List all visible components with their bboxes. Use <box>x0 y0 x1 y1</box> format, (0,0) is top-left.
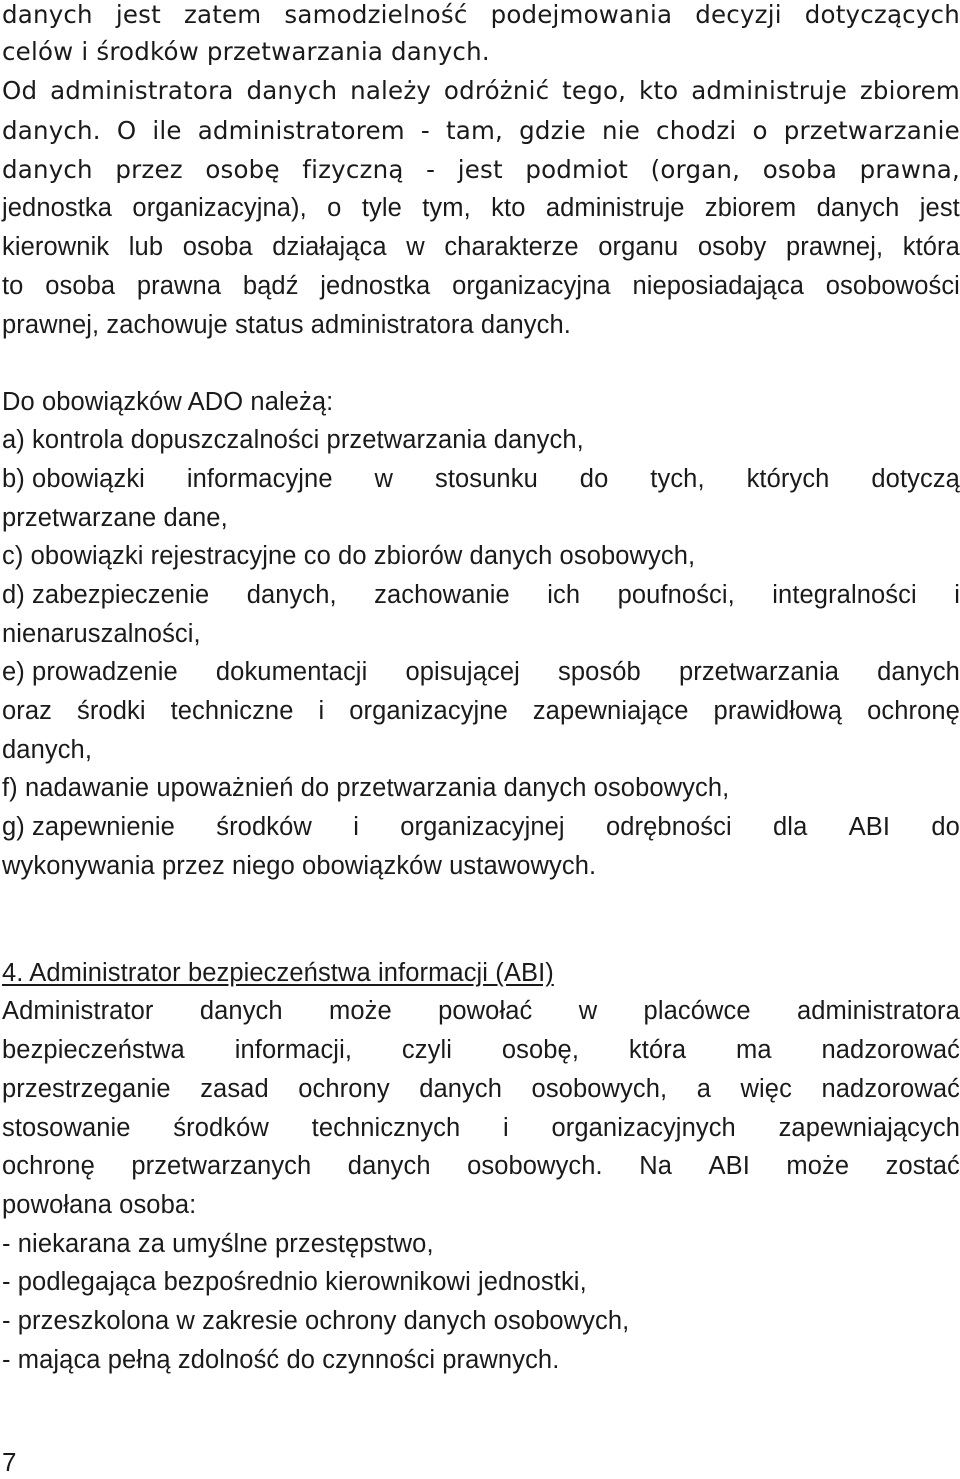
word: kto <box>638 76 679 105</box>
word: nie <box>601 116 640 145</box>
word: zasad <box>200 1075 269 1103</box>
word: opisującej <box>405 658 520 686</box>
word: danych <box>419 1075 503 1103</box>
word: w <box>578 997 598 1025</box>
word: organizacyjne <box>349 697 508 725</box>
word: osobę <box>205 155 280 184</box>
word: danych <box>2 0 93 29</box>
section4-line-3 <box>2 1074 960 1104</box>
word: może <box>329 997 392 1025</box>
word: ma <box>735 1036 772 1064</box>
word: dotyczą <box>871 465 960 493</box>
word: tam, <box>445 116 504 145</box>
word: powołać <box>438 997 533 1025</box>
word: osobowości <box>825 272 960 300</box>
word: ochronę <box>867 697 960 725</box>
word: do <box>931 813 960 841</box>
word: odróżnić <box>443 76 550 105</box>
word: gdzie <box>519 116 586 145</box>
word: która <box>902 233 960 261</box>
section4-line-1 <box>2 996 960 1026</box>
word: środków <box>216 813 312 841</box>
section-heading-text: 4. Administrator bezpieczeństwa informacji (ABI) <box>2 959 554 987</box>
word: fizyczną <box>302 155 404 184</box>
word: danych <box>2 155 93 184</box>
section4-line-2 <box>2 1035 960 1065</box>
duty-c: c) obowiązki rejestracyjne co do zbiorów danych osobowych, <box>2 542 696 570</box>
word: osobę, <box>501 1036 580 1064</box>
word: organizacyjna), <box>132 194 307 222</box>
word: może <box>786 1152 850 1180</box>
word: d) zabezpieczenie <box>2 581 210 609</box>
duty-a: a) kontrola dopuszczalności przetwarzania danych, <box>2 426 584 454</box>
para1-line-1 <box>2 0 960 30</box>
word: osoba <box>182 233 253 261</box>
word: jest <box>115 0 161 29</box>
word: zbiorem <box>704 194 797 222</box>
para1-line-5 <box>2 155 960 185</box>
word: o <box>752 116 768 145</box>
para1-line-3 <box>2 76 960 106</box>
duty-d-line-1 <box>2 580 960 610</box>
word: osoba <box>762 155 838 184</box>
word: środki <box>76 697 146 725</box>
word: a <box>696 1075 712 1103</box>
duties-intro: Do obowiązków ADO należą: <box>2 388 334 416</box>
word: przetwarzania <box>678 658 839 686</box>
word: samodzielność <box>284 0 468 29</box>
word: poufności, <box>617 581 735 609</box>
word: bezpieczeństwa <box>2 1036 185 1064</box>
word: i <box>503 1114 509 1142</box>
word: osoby <box>697 233 767 261</box>
word: O <box>116 116 137 145</box>
word: charakterze <box>444 233 579 261</box>
duty-b-line-2: przetwarzane dane, <box>2 504 228 532</box>
word: jednostka <box>320 272 431 300</box>
word: administruje <box>545 194 685 222</box>
para1-line-2: celów i środków przetwarzania danych. <box>2 37 490 66</box>
word: zapewniających <box>778 1114 960 1142</box>
word: zapewniające <box>532 697 689 725</box>
word: zachowanie <box>374 581 510 609</box>
word: prawidłową <box>713 697 843 725</box>
word: odrębności <box>605 813 732 841</box>
list-item: - mająca pełną zdolność do czynności prawnych. <box>2 1346 560 1374</box>
word: nadzorować <box>821 1036 960 1064</box>
word: to <box>2 272 24 300</box>
word: stosowanie <box>2 1114 131 1142</box>
word: zbiorem <box>859 76 960 105</box>
duty-e-line-1 <box>2 657 960 687</box>
word: e) prowadzenie <box>2 658 178 686</box>
list-item: - przeszkolona w zakresie ochrony danych osobowych, <box>2 1307 630 1335</box>
word: placówce <box>643 997 751 1025</box>
duty-b-line-1 <box>2 464 960 494</box>
list-item: - podlegająca bezpośrednio kierownikowi jednostki, <box>2 1268 587 1296</box>
para1-line-9: prawnej, zachowuje status administratora danych. <box>2 311 571 339</box>
word: należy <box>350 76 432 105</box>
word: danych <box>816 194 900 222</box>
word: Administrator <box>2 997 154 1025</box>
para1-line-7 <box>2 232 960 262</box>
word: technicznych <box>311 1114 461 1142</box>
word: danych. <box>2 116 101 145</box>
word: więc <box>740 1075 792 1103</box>
word: w <box>374 465 394 493</box>
word: administratora <box>796 997 960 1025</box>
page-number: 7 <box>2 1447 17 1477</box>
duty-d-line-2: nienaruszalności, <box>2 620 201 648</box>
word: jest <box>457 155 503 184</box>
word: informacji, <box>234 1036 353 1064</box>
word: b) obowiązki <box>2 465 145 493</box>
word: oraz <box>2 697 53 725</box>
word: działająca <box>272 233 387 261</box>
word: informacyjne <box>186 465 333 493</box>
word: danych <box>877 658 960 686</box>
word: administruje <box>691 76 848 105</box>
word: jednostka <box>2 194 113 222</box>
word: - <box>426 155 436 184</box>
word: organu <box>598 233 679 261</box>
word: podmiot <box>525 155 629 184</box>
word: dla <box>773 813 808 841</box>
word: nieposiadająca <box>632 272 804 300</box>
word: chodzi <box>656 116 737 145</box>
word: i <box>954 581 960 609</box>
section4-line-6: powołana osoba: <box>2 1191 197 1219</box>
word: osoba <box>45 272 116 300</box>
word: dokumentacji <box>215 658 368 686</box>
word: których <box>746 465 830 493</box>
word: przestrzeganie <box>2 1075 171 1103</box>
word: tego, <box>562 76 627 105</box>
word: zostać <box>885 1152 960 1180</box>
word: integralności <box>772 581 917 609</box>
word: podejmowania <box>490 0 673 29</box>
word: ich <box>547 581 581 609</box>
word: administratora <box>50 76 234 105</box>
word: o <box>327 194 342 222</box>
word: dotyczących <box>804 0 960 29</box>
word: ochrony <box>298 1075 390 1103</box>
word: lub <box>128 233 164 261</box>
word: ABI <box>848 813 891 841</box>
word: która <box>628 1036 687 1064</box>
word: techniczne <box>170 697 294 725</box>
word: ile <box>152 116 182 145</box>
word: kierownik <box>2 233 110 261</box>
word: ABI <box>708 1152 750 1180</box>
word: nadzorować <box>821 1075 960 1103</box>
word: prawnej, <box>785 233 884 261</box>
word: decyzji <box>695 0 782 29</box>
para1-line-8 <box>2 271 960 301</box>
word: Na <box>639 1152 673 1180</box>
word: czyli <box>401 1036 452 1064</box>
word: osobowych. <box>467 1152 603 1180</box>
duty-e-line-3: danych, <box>2 736 93 764</box>
section4-line-5 <box>2 1151 960 1181</box>
word: danych <box>246 76 338 105</box>
duty-g-line-2: wykonywania przez niego obowiązków ustawowych. <box>2 852 597 880</box>
word: w <box>406 233 425 261</box>
word: organizacyjna <box>452 272 611 300</box>
word: i <box>318 697 325 725</box>
word: bądź <box>242 272 299 300</box>
word: danych <box>347 1152 431 1180</box>
section-heading <box>2 958 960 988</box>
duty-e-line-2 <box>2 696 960 726</box>
word: danych, <box>246 581 337 609</box>
word: - <box>420 116 430 145</box>
word: g) zapewnienie <box>2 813 175 841</box>
word: przez <box>115 155 183 184</box>
word: Od <box>2 76 38 105</box>
word: przetwarzanie <box>783 116 960 145</box>
word: administratorem <box>197 116 405 145</box>
word: środków <box>173 1114 269 1142</box>
word: danych <box>199 997 283 1025</box>
word: tyle <box>361 194 402 222</box>
word: tym, <box>422 194 471 222</box>
word: organizacyjnej <box>400 813 565 841</box>
word: osobowych, <box>531 1075 668 1103</box>
word: i <box>353 813 359 841</box>
word: stosunku <box>434 465 538 493</box>
duty-f: f) nadawanie upoważnień do przetwarzania danych osobowych, <box>2 774 730 802</box>
word: tych, <box>650 465 705 493</box>
word: prawna, <box>859 155 960 184</box>
section4-line-4 <box>2 1113 960 1143</box>
list-item: - niekarana za umyślne przestępstwo, <box>2 1230 434 1258</box>
word: prawna <box>136 272 222 300</box>
word: zatem <box>183 0 262 29</box>
word: kto <box>491 194 526 222</box>
word: jest <box>919 194 960 222</box>
word: (organ, <box>650 155 741 184</box>
word: ochronę <box>2 1152 95 1180</box>
word: sposób <box>558 658 641 686</box>
word: organizacyjnych <box>551 1114 736 1142</box>
word: przetwarzanych <box>131 1152 312 1180</box>
para1-line-4 <box>2 116 960 146</box>
duty-g-line-1 <box>2 812 960 842</box>
para1-line-6 <box>2 193 960 223</box>
word: do <box>579 465 609 493</box>
